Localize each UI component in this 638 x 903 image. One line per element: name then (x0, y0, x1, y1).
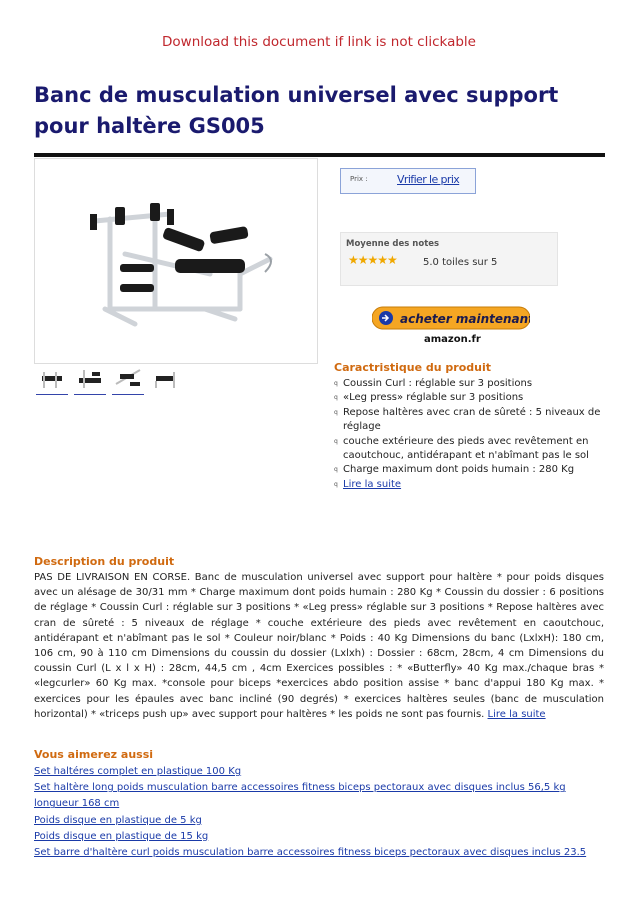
amazon-logo-text: amazon.fr (424, 334, 481, 345)
buy-on-amazon-button[interactable] (372, 305, 530, 345)
related-product-link[interactable]: Set haltéres complet en plastique 100 Kg (34, 766, 242, 777)
download-banner[interactable]: Download this document if link is not clickable (162, 34, 476, 50)
feature-item: q «Leg press» réglable sur 3 positions (334, 392, 524, 404)
feature-item: q Coussin Curl : réglable sur 3 positions (334, 378, 533, 389)
description-read-more-link[interactable]: Lire la suite (487, 708, 546, 720)
feature-item: q Repose haltères avec cran de sûreté : 5 niveaux de réglage (334, 406, 601, 433)
buy-button-label: acheter maintenant (400, 312, 530, 326)
related-product-link[interactable]: Poids disque en plastique de 5 kg (34, 814, 202, 826)
thumbnail-strip (34, 364, 316, 398)
related-product-link[interactable]: Poids disque en plastique de 15 kg (34, 830, 209, 842)
bench-thumbnail-icon (150, 364, 182, 392)
bench-thumbnail-icon (112, 364, 144, 392)
thumbnail-1[interactable] (36, 364, 68, 395)
feature-item: q couche extérieure des pieds avec revêtement en caoutchouc, antidérapant et n'abîmant pas le sol (334, 435, 589, 462)
features-list (334, 377, 604, 492)
related-product-link[interactable]: Set barre d'haltère curl poids musculation barre accessoires fitness biceps pectoraux avec disques inclus 23.5 (34, 847, 587, 859)
weight-bench-illustration (35, 159, 317, 363)
features-read-more-link[interactable]: Lire la suite (343, 478, 402, 490)
rating-box (340, 232, 558, 286)
page-title: Banc de musculation universel avec support pour haltère GS005 (34, 83, 559, 138)
rating-value: 5.0 toiles sur 5 (423, 257, 498, 268)
related-products-list (34, 764, 604, 861)
related-product-link[interactable]: Set haltère long poids musculation barre accessoires fitness biceps pectoraux avec disques inclus 56,5 kg longueur 168 cm (34, 782, 566, 810)
price-box (340, 168, 476, 194)
rating-title: Moyenne des notes (346, 239, 440, 249)
description-heading: Description du produit (34, 555, 175, 568)
thumbnail-2[interactable] (74, 364, 106, 395)
thumbnail-4[interactable] (150, 364, 182, 394)
product-description: PAS DE LIVRAISON EN CORSE. Banc de musculation universel avec support pour haltère * pour poids disques avec un alésage de 30/31 mm * Charge maximum dont poids humain : 280 Kg * Coussin du dossier : 6 positions de réglage * Coussin Curl : réglable sur 3 positions * «Leg press» réglable sur 3 positions * Repose haltères avec cran de sûreté : 5 niveaux de réglage * couche extérieure des pieds avec revêtement en caoutchouc, antidérapant et n'abîmant pas le sol * Couleur noir/blanc * Poids : 40 Kg Dimensions du banc (LxlxH): 180 cm, 106 cm, 90 à 110 cm Dimensions du coussin du dossier (Lxlxh) : Dossier : 68cm, 28cm, 4 cm Dimensions du coussin Curl (L x l x H) : 28cm, 44,5 cm , 4cm Exercices possibles : * «Butterfly» 40 Kg max./chaque bras * «legcurler» 60 Kg max. *console pour biceps *exercices abdo position assise * banc d'appui 180 Kg max. * exercices pour les épaules avec banc incliné (90 degrés) * exercices haltères seules (banc de musculation horizontal) * «triceps push up» avec support pour haltères * les poids ne sont pas fournis. Lire la suite (34, 572, 604, 720)
check-price-link[interactable]: Vrifier le prix (397, 173, 460, 186)
feature-more: q Lire la suite (334, 478, 402, 490)
title-divider (34, 153, 605, 157)
thumbnail-3[interactable] (112, 364, 144, 395)
bench-thumbnail-icon (74, 364, 106, 392)
related-heading: Vous aimerez aussi (34, 748, 154, 761)
bench-thumbnail-icon (36, 364, 68, 392)
feature-item: q Charge maximum dont poids humain : 280 Kg (334, 464, 575, 476)
price-label: Prix : (350, 175, 368, 183)
amazon-buy-badge (372, 305, 530, 345)
product-image[interactable] (34, 158, 318, 364)
star-rating-icon: ★★★★★ (348, 253, 397, 267)
features-heading: Caractristique du produit (334, 361, 492, 374)
